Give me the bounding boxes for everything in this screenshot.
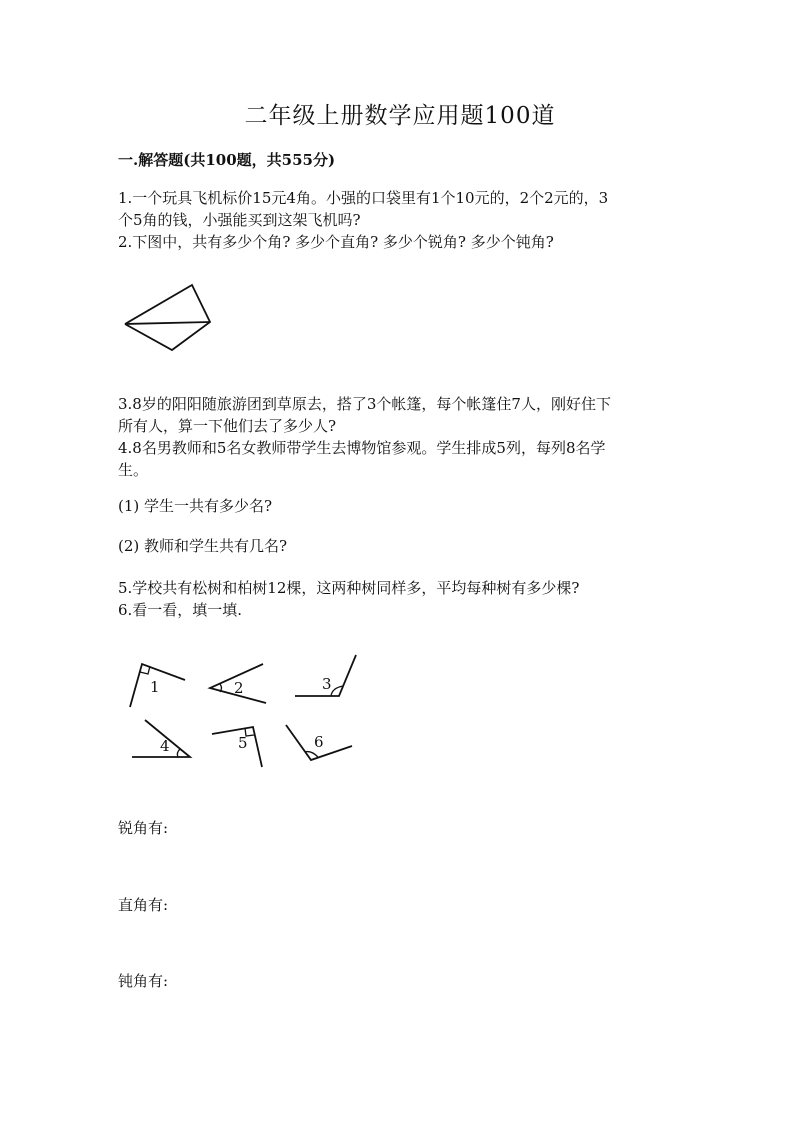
angle-6 [286, 725, 352, 760]
angle-6-label: 6 [314, 733, 324, 751]
angle-1 [130, 664, 185, 707]
section-heading: 一.解答题(共100题，共555分) [118, 151, 336, 169]
question-4-line-1: 4.8名男教师和5名女教师带学生去博物馆参观。学生排成5列，每列8名学 [118, 439, 606, 457]
question-4-sub-1: (1) 学生一共有多少名? [118, 497, 273, 515]
question-4-sub-2: (2) 教师和学生共有几名? [118, 537, 288, 555]
kite-outline [125, 285, 210, 350]
angles-figure [120, 650, 370, 780]
kite-figure [118, 280, 218, 360]
acute-angles-prompt: 锐角有: [118, 819, 169, 837]
question-3-line-1: 3.8岁的阳阳随旅游团到草原去，搭了3个帐篷，每个帐篷住7人，刚好住下 [118, 395, 611, 413]
question-1-line-2: 个5角的钱，小强能买到这架飞机吗? [118, 211, 361, 229]
page-title: 二年级上册数学应用题100道 [244, 103, 556, 129]
right-angles-prompt: 直角有: [118, 896, 169, 914]
question-3-line-2: 所有人，算一下他们去了多少人? [118, 417, 337, 435]
question-4-line-2: 生。 [118, 461, 149, 479]
angle-2-label: 2 [234, 679, 244, 697]
angle-1-label: 1 [150, 678, 160, 696]
angle-3 [295, 655, 356, 696]
question-6-line-1: 6.看一看，填一填. [118, 601, 243, 619]
question-5-line-1: 5.学校共有松树和柏树12棵，这两种树同样多，平均每种树有多少棵? [118, 579, 580, 597]
question-1-line-1: 1.一个玩具飞机标价15元4角。小强的口袋里有1个10元的，2个2元的，3 [118, 189, 609, 207]
angle-5-label: 5 [238, 734, 248, 752]
angle-4 [132, 720, 190, 757]
angle-3-label: 3 [322, 675, 332, 693]
obtuse-angles-prompt: 钝角有: [118, 972, 169, 990]
angle-2 [210, 664, 266, 703]
angle-5 [212, 727, 262, 767]
angle-4-label: 4 [160, 737, 170, 755]
kite-diagonal [125, 322, 210, 324]
question-2-line-1: 2.下图中，共有多少个角? 多少个直角? 多少个锐角? 多少个钝角? [118, 233, 554, 251]
